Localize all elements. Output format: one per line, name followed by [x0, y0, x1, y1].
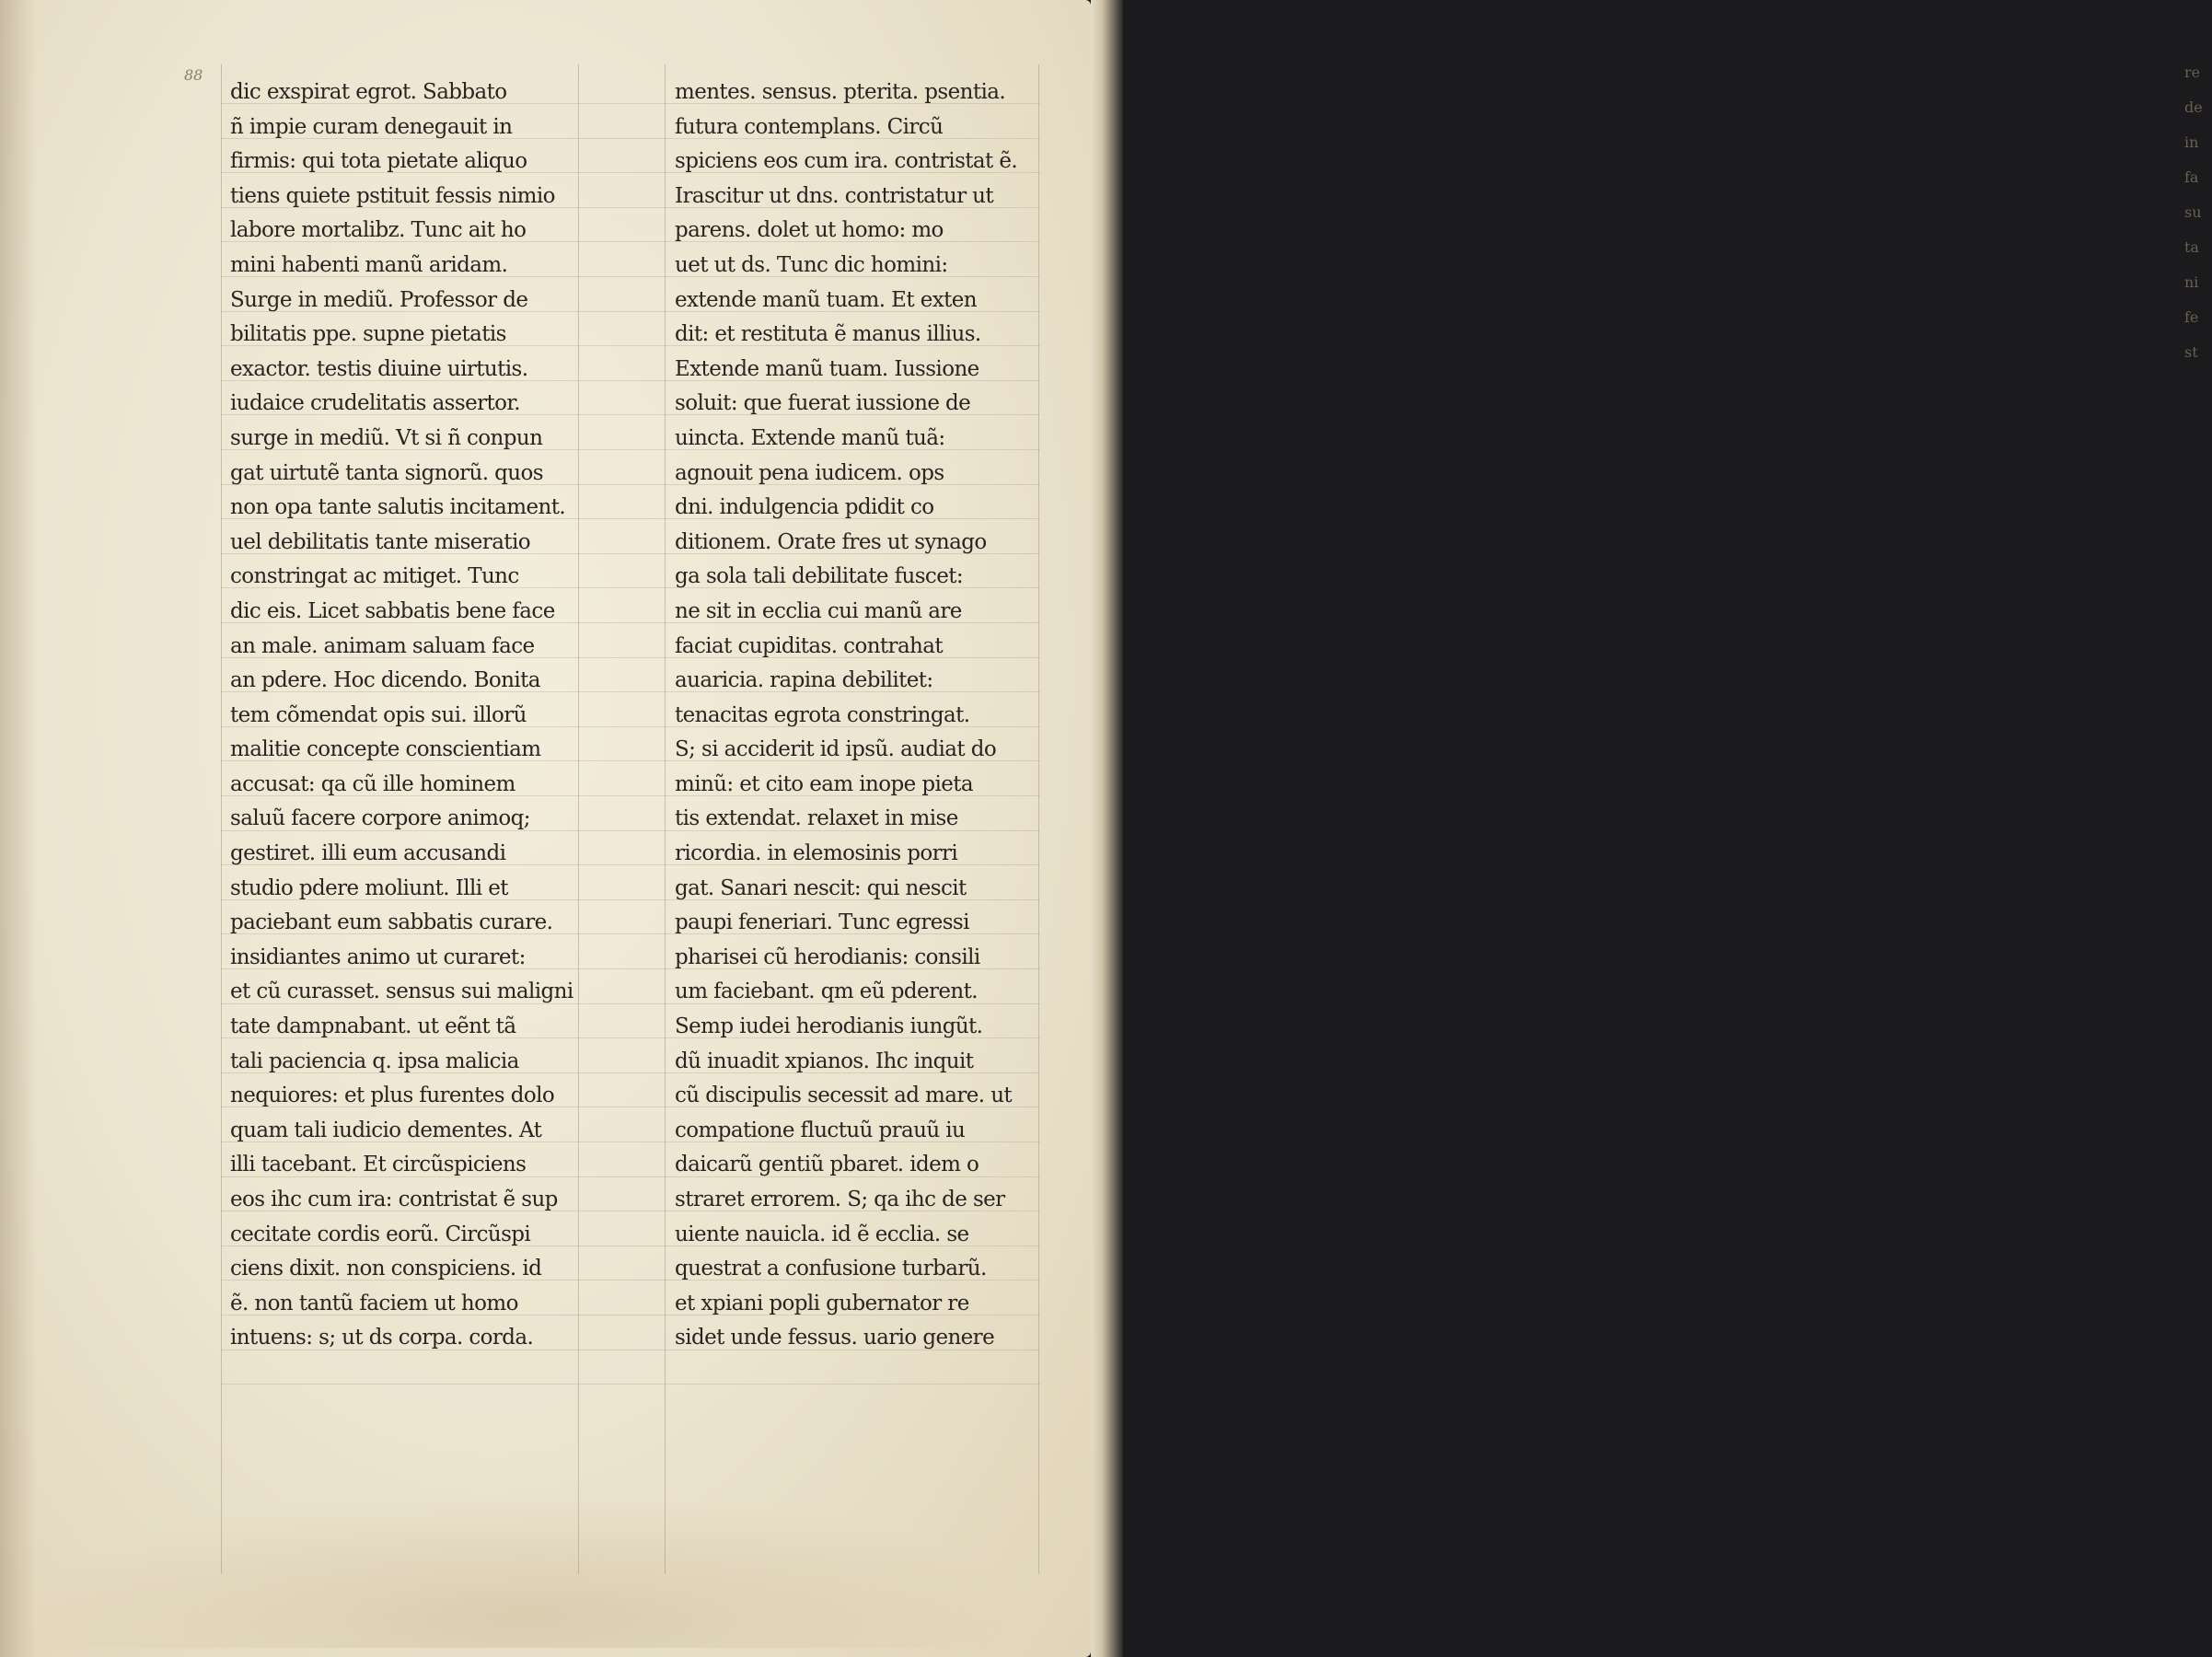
manuscript-line: ne sit in ecclia cui manũ are: [675, 598, 962, 623]
manuscript-line: tali paciencia q. ipsa malicia: [230, 1049, 519, 1073]
manuscript-line: et cũ curasset. sensus sui maligni: [230, 979, 573, 1004]
margin-fragment: fa: [2184, 168, 2199, 186]
manuscript-line: non opa tante salutis incitament.: [230, 495, 566, 520]
margin-fragment: ta: [2184, 238, 2199, 256]
manuscript-line: mini habenti manũ aridam.: [230, 252, 508, 277]
manuscript-line: an male. animam saluam face: [230, 633, 535, 658]
manuscript-line: cũ discipulis secessit ad mare. ut: [675, 1083, 1013, 1108]
manuscript-line: faciat cupiditas. contrahat: [675, 633, 944, 658]
manuscript-line: ditionem. Orate fres ut synago: [675, 529, 987, 554]
manuscript-line: uel debilitatis tante miseratio: [230, 529, 530, 554]
manuscript-line: bilitatis ppe. supne pietatis: [230, 322, 506, 347]
text-column-left: [230, 75, 598, 1356]
margin-fragment: fe: [2184, 308, 2199, 326]
manuscript-line: exactor. testis diuine uirtutis.: [230, 356, 528, 381]
manuscript-line: pharisei cũ herodianis: consili: [675, 944, 980, 969]
manuscript-line: tate dampnabant. ut eẽnt tã: [230, 1014, 516, 1039]
manuscript-line: futura contemplans. Circũ: [675, 114, 944, 139]
manuscript-line: malitie concepte conscientiam: [230, 737, 541, 762]
manuscript-line: mentes. sensus. pterita. psentia.: [675, 80, 1006, 104]
manuscript-line: Irascitur ut dns. contristatur ut: [675, 183, 994, 208]
manuscript-line: eos ihc cum ira: contristat ẽ sup: [230, 1188, 558, 1211]
manuscript-line: ñ impie curam denegauit in: [230, 114, 513, 139]
manuscript-line: uet ut ds. Tunc dic homini:: [675, 252, 948, 277]
manuscript-line: dic eis. Licet sabbatis bene face: [230, 598, 555, 623]
manuscript-line: extende manũ tuam. Et exten: [675, 287, 977, 312]
manuscript-line: tenacitas egrota constringat.: [675, 702, 970, 727]
manuscript-line: Surge in mediũ. Professor de: [230, 287, 528, 312]
manuscript-line: ga sola tali debilitate fuscet:: [675, 564, 964, 589]
manuscript-line: ẽ. non tantũ faciem ut homo: [230, 1291, 518, 1315]
manuscript-line: ricordia. in elemosinis porri: [675, 841, 958, 866]
margin-fragment: re: [2184, 64, 2201, 81]
manuscript-line: tis extendat. relaxet in mise: [675, 806, 958, 831]
manuscript-line: an pdere. Hoc dicendo. Bonita: [230, 668, 540, 693]
manuscript-line: surge in mediũ. Vt si ñ conpun: [230, 425, 543, 450]
manuscript-line: dic exspirat egrot. Sabbato: [230, 80, 507, 104]
margin-fragment: st: [2184, 343, 2198, 361]
manuscript-line: spiciens eos cum ira. contristat ẽ.: [675, 149, 1018, 174]
manuscript-line: tiens quiete pstituit fessis nimio: [230, 183, 555, 208]
manuscript-line: tem cõmendat opis sui. illorũ: [230, 702, 527, 727]
manuscript-line: daicarũ gentiũ pbaret. idem o: [675, 1153, 979, 1177]
manuscript-line: accusat: qa cũ ille hominem: [230, 771, 515, 796]
manuscript-line: nequiores: et plus furentes dolo: [230, 1083, 555, 1108]
gutter-shadow: [0, 0, 37, 1657]
manuscript-line: uincta. Extende manũ tuã:: [675, 425, 945, 450]
margin-fragment: in: [2184, 133, 2199, 151]
manuscript-line: uiente nauicla. id ẽ ecclia. se: [675, 1222, 969, 1246]
manuscript-line: dni. indulgencia pdidit co: [675, 495, 934, 520]
manuscript-line: agnouit pena iudicem. ops: [675, 460, 944, 485]
ruling-line: [221, 64, 222, 1574]
manuscript-line: auaricia. rapina debilitet:: [675, 668, 933, 693]
manuscript-line: studio pdere moliunt. Illi et: [230, 875, 508, 900]
manuscript-line: straret errorem. S; qa ihc de ser: [675, 1188, 1005, 1211]
facing-page-fragments: [2184, 55, 2212, 370]
manuscript-page: [0, 0, 1091, 1657]
manuscript-line: ciens dixit. non conspiciens. id: [230, 1257, 542, 1281]
folio-number: 88: [184, 66, 203, 84]
manuscript-line: Extende manũ tuam. Iussione: [675, 356, 979, 381]
manuscript-line: S; si acciderit id ipsũ. audiat do: [675, 737, 997, 762]
manuscript-line: gat. Sanari nescit: qui nescit: [675, 875, 967, 900]
manuscript-line: um faciebant. qm eũ pderent.: [675, 979, 978, 1004]
text-column-right: [675, 75, 1043, 1356]
parchment-stain: [18, 1491, 1036, 1648]
margin-fragment: ni: [2184, 273, 2199, 291]
manuscript-line: quam tali iudicio dementes. At: [230, 1118, 542, 1142]
facing-page-edge: [1091, 0, 2203, 1657]
manuscript-line: et xpiani popli gubernator re: [675, 1291, 969, 1315]
margin-fragment: de: [2184, 98, 2203, 116]
ruling-line: [221, 1384, 1040, 1385]
manuscript-line: insidiantes animo ut curaret:: [230, 944, 526, 969]
manuscript-line: parens. dolet ut homo: mo: [675, 218, 944, 243]
manuscript-line: cecitate cordis eorũ. Circũspi: [230, 1222, 531, 1246]
manuscript-line: constringat ac mitiget. Tunc: [230, 564, 519, 589]
manuscript-line: soluit: que fuerat iussione de: [675, 391, 971, 416]
ruling-line: [665, 64, 666, 1574]
manuscript-line: Semp iudei herodianis iungũt.: [675, 1014, 983, 1039]
manuscript-line: gat uirtutẽ tanta signorũ. quos: [230, 460, 543, 485]
manuscript-line: compatione fluctuũ prauũ iu: [675, 1118, 966, 1142]
manuscript-line: minũ: et cito eam inope pieta: [675, 771, 974, 796]
margin-fragment: su: [2184, 203, 2202, 221]
manuscript-line: sidet unde fessus. uario genere: [675, 1326, 995, 1350]
manuscript-line: paciebant eum sabbatis curare.: [230, 910, 553, 935]
manuscript-line: paupi feneriari. Tunc egressi: [675, 910, 969, 935]
manuscript-line: dũ inuadit xpianos. Ihc inquit: [675, 1049, 974, 1073]
manuscript-line: firmis: qui tota pietate aliquo: [230, 149, 527, 174]
manuscript-line: intuens: s; ut ds corpa. corda.: [230, 1326, 534, 1350]
manuscript-line: labore mortalibz. Tunc ait ho: [230, 218, 527, 243]
manuscript-line: illi tacebant. Et circũspiciens: [230, 1153, 527, 1177]
manuscript-line: iudaice crudelitatis assertor.: [230, 391, 520, 416]
manuscript-line: gestiret. illi eum accusandi: [230, 841, 506, 866]
manuscript-line: saluũ facere corpore animoq;: [230, 806, 530, 831]
manuscript-line: questrat a confusione turbarũ.: [675, 1257, 987, 1281]
manuscript-line: dit: et restituta ẽ manus illius.: [675, 322, 981, 347]
